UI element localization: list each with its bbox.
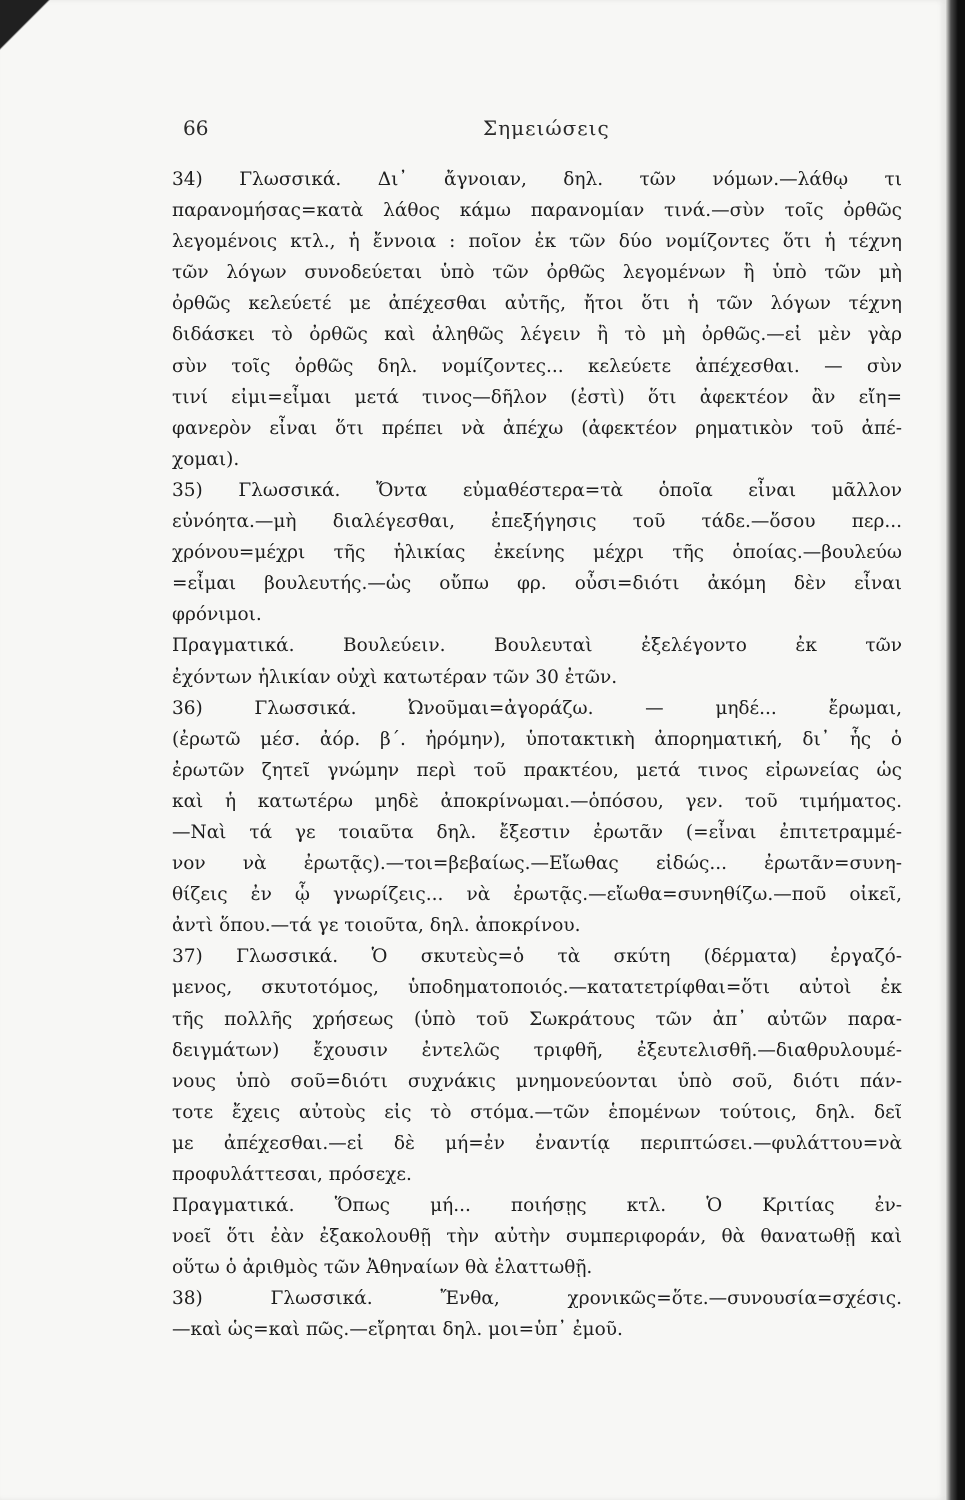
- note-35: [172, 475, 902, 630]
- text-line: ἐχόντων ἡλικίαν οὐχὶ κατωτέραν τῶν 30 ἐτῶν.: [172, 666, 618, 688]
- text-line: παρανομήσας=κατὰ λάθος κάμω παρανομίαν τινά.—σὺν τοῖς ὀρθῶς: [172, 200, 902, 222]
- text-line: διδάσκει τὸ ὀρθῶς καὶ ἀληθῶς λέγειν ἢ τὸ μὴ ὀρθῶς.—εἰ μὲν γὰρ: [172, 324, 902, 346]
- text-line: τῆς πολλῆς χρήσεως (ὑπὸ τοῦ Σωκράτους τῶν ἀπ᾽ αὐτῶν παρα-: [172, 1008, 902, 1030]
- note-37: [172, 941, 902, 1190]
- text-line: (ἐρωτῶ μέσ. ἀόρ. β΄. ἠρόμην), ὑποτακτικὴ ἀπορηματική, δι᾽ ἧς ὁ: [172, 728, 902, 750]
- text-line: 38) Γλωσσικά. Ἔνθα, χρονικῶς=ὅτε.—συνουσία=σχέσις.: [172, 1288, 902, 1310]
- text-line: νοεῖ ὅτι ἐὰν ἐξακολουθῇ τὴν αὐτὴν συμπεριφοράν, θὰ θανατωθῇ καὶ: [172, 1226, 902, 1248]
- text-line: 36) Γλωσσικά. Ὠνοῦμαι=ἀγοράζω. — μηδέ... ἔρωμαι,: [172, 697, 902, 719]
- page-number: 66: [183, 116, 209, 140]
- text-line: μενος, σκυτοτόμος, ὑποδηματοποιός.—κατατετρίφθαι=ὅτι αὐτοὶ ἐκ: [172, 977, 902, 999]
- note-38: [172, 1283, 902, 1345]
- text-line: νους ὑπὸ σοῦ=διότι συχνάκις μνημονεύονται ὑπὸ σοῦ, διότι πάν-: [172, 1070, 902, 1092]
- scan-edge: [946, 0, 965, 1500]
- text-line: 34) Γλωσσικά. Δι᾽ ἄγνοιαν, δηλ. τῶν νόμων.—λάθῳ τι: [172, 169, 902, 190]
- notes-body: [172, 164, 902, 1346]
- text-line: ἀντὶ ὅπου.—τά γε τοιοῦτα, δηλ. ἀποκρίνου.: [172, 915, 581, 937]
- text-line: φρόνιμοι.: [172, 604, 262, 626]
- text-line: =εἶμαι βουλευτής.—ὡς οὔπω φρ. οὖσι=διότι ἀκόμη δὲν εἶναι: [172, 573, 902, 595]
- text-line: φανερὸν εἶναι ὅτι πρέπει νὰ ἀπέχω (ἀφεκτέον ρηματικὸν τοῦ ἀπέ-: [172, 417, 902, 439]
- text-line: χομαι).: [172, 448, 240, 470]
- text-line: λεγομένοις κτλ., ἡ ἔννοια : ποῖον ἐκ τῶν δύο νομίζοντες ὅτι ἡ τέχνη: [172, 231, 902, 253]
- text-line: 35) Γλωσσικά. Ὄντα εὐμαθέστερα=τὰ ὁποῖα εἶναι μᾶλλον: [172, 479, 902, 501]
- text-line: Πραγματικά. Ὅπως μή... ποιήσῃς κτλ. Ὁ Κριτίας ἐν-: [172, 1195, 902, 1217]
- text-line: ὀρθῶς κελεύετέ με ἀπέχεσθαι αὐτῆς, ἤτοι ὅτι ἡ τῶν λόγων τέχνη: [172, 293, 902, 315]
- page-header: [0, 116, 946, 146]
- text-line: θίζεις ἐν ᾧ γνωρίζεις... νὰ ἐρωτᾷς.—εἴωθα=συνηθίζω.—ποῦ οἰκεῖ,: [172, 884, 902, 906]
- running-title: Σημειώσεις: [483, 116, 610, 140]
- text-line: τῶν λόγων συνοδεύεται ὑπὸ τῶν ὀρθῶς λεγομένων ἢ ὑπὸ τῶν μὴ: [172, 262, 902, 284]
- text-line: εὐνόητα.—μὴ διαλέγεσθαι, ἐπεξήγησις τοῦ τάδε.—ὅσου περ...: [172, 511, 902, 533]
- text-line: προφυλάττεσαι, πρόσεχε.: [172, 1164, 412, 1185]
- text-line: οὕτω ὁ ἀριθμὸς τῶν Ἀθηναίων θὰ ἐλαττωθῇ.: [172, 1257, 593, 1279]
- text-line: τοτε ἔχεις αὐτοὺς εἰς τὸ στόμα.—τῶν ἑπομένων τούτοις, δηλ. δεῖ: [172, 1101, 902, 1123]
- text-line: Πραγματικά. Βουλεύειν. Βουλευταὶ ἐξελέγοντο ἐκ τῶν: [172, 635, 902, 657]
- text-line: —Ναὶ τά γε τοιαῦτα δηλ. ἔξεστιν ἐρωτᾶν (=εἶναι ἐπιτετραμμέ-: [172, 821, 902, 843]
- scan-corner-shadow: [0, 0, 60, 60]
- text-line: με ἀπέχεσθαι.—εἰ δὲ μή=ἐν ἐναντίᾳ περιπτώσει.—φυλάττου=νὰ: [172, 1132, 902, 1154]
- text-line: 37) Γλωσσικά. Ὁ σκυτεὺς=ὁ τὰ σκύτη (δέρματα) ἐργαζό-: [172, 946, 902, 968]
- text-line: χρόνου=μέχρι τῆς ἡλικίας ἐκείνης μέχρι τῆς ὁποίας.—βουλεύω: [172, 542, 902, 564]
- text-line: τινί εἰμι=εἶμαι μετά τινος—δῆλον (ἐστὶ) ὅτι ἀφεκτέον ἂν εἴη=: [172, 386, 902, 408]
- text-line: σὺν τοῖς ὀρθῶς δηλ. νομίζοντες... κελεύετε ἀπέχεσθαι. — σὺν: [172, 355, 902, 377]
- text-line: δειγμάτων) ἔχουσιν ἐντελῶς τριφθῆ, ἐξευτελισθῆ.—διαθρυλουμέ-: [172, 1039, 902, 1061]
- text-line: καὶ ἡ κατωτέρω μηδὲ ἀποκρίνωμαι.—ὁπόσου, γεν. τοῦ τιμήματος.: [172, 790, 902, 812]
- text-line: νον νὰ ἐρωτᾷς).—τοι=βεβαίως.—Εἴωθας εἰδώς... ἐρωτᾶν=συνη-: [172, 853, 902, 875]
- note-37-practical: [172, 1190, 902, 1283]
- note-34: [172, 164, 902, 475]
- text-line: —καὶ ὡς=καὶ πῶς.—εἴρηται δηλ. μοι=ὑπ᾽ ἐμοῦ.: [172, 1319, 623, 1341]
- note-36: [172, 693, 902, 942]
- text-line: ἐρωτῶν ζητεῖ γνώμην περὶ τοῦ πρακτέου, μετά τινος εἰρωνείας ὡς: [172, 759, 902, 781]
- note-35-practical: [172, 630, 902, 692]
